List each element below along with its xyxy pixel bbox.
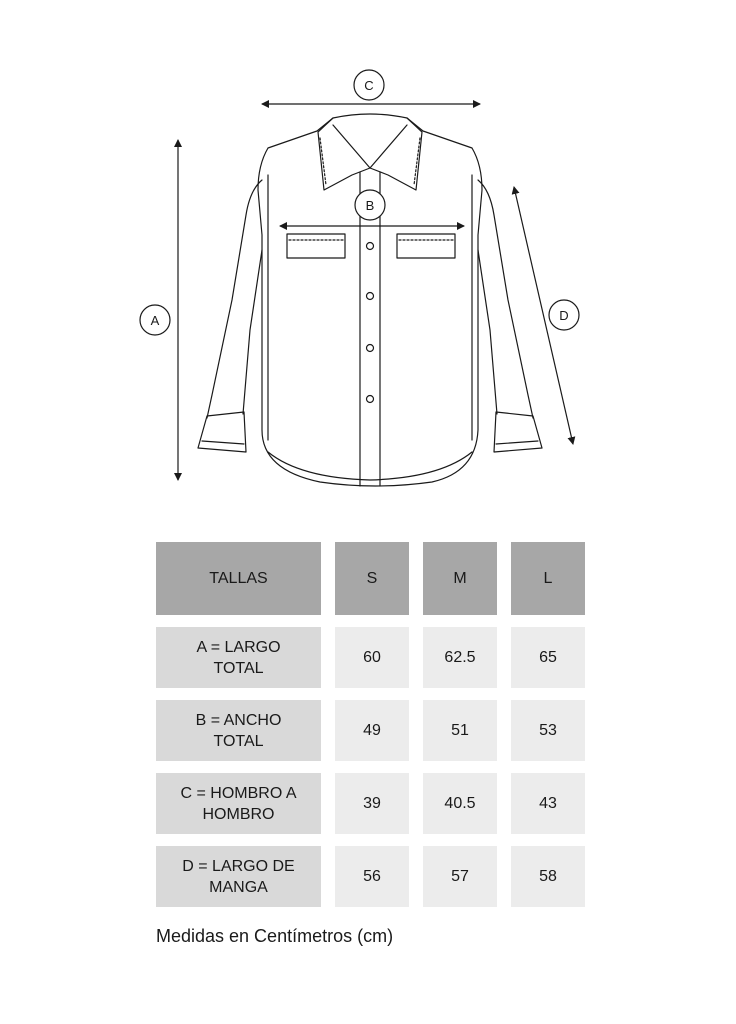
- left-sleeve-outline: [207, 180, 262, 418]
- row-label-a: A = LARGO TOTAL: [156, 627, 321, 688]
- left-cuff: [198, 412, 246, 452]
- row-a-value-s: 60: [335, 627, 409, 688]
- header-tallas: TALLAS: [156, 542, 321, 615]
- row-d-value-m: 57: [423, 846, 497, 907]
- left-pocket: [287, 234, 345, 258]
- right-cuff: [494, 412, 542, 452]
- row-label-d: D = LARGO DE MANGA: [156, 846, 321, 907]
- marker-d: [549, 300, 579, 330]
- row-b-value-m: 51: [423, 700, 497, 761]
- shirt-body-outline: [258, 118, 482, 486]
- header-size-l: L: [511, 542, 585, 615]
- row-c-value-l: 43: [511, 773, 585, 834]
- row-d-value-l: 58: [511, 846, 585, 907]
- left-sleeve-inner: [243, 250, 262, 414]
- button: [367, 396, 374, 403]
- marker-d-label: D: [559, 308, 569, 323]
- marker-a-label: A: [150, 313, 160, 328]
- right-sleeve-inner: [478, 250, 497, 414]
- right-pocket: [397, 234, 455, 258]
- units-footnote: Medidas en Centímetros (cm): [156, 926, 394, 946]
- row-b-value-l: 53: [511, 700, 585, 761]
- row-label-b: B = ANCHO TOTAL: [156, 700, 321, 761]
- marker-a: [140, 305, 170, 335]
- marker-c: [354, 70, 384, 100]
- marker-b: [355, 190, 385, 220]
- row-a-value-l: 65: [511, 627, 585, 688]
- measurement-arrows: [178, 104, 573, 480]
- button: [367, 345, 374, 352]
- row-a-value-m: 62.5: [423, 627, 497, 688]
- right-sleeve-outline: [478, 180, 533, 418]
- marker-b-label: B: [365, 198, 375, 213]
- button: [367, 243, 374, 250]
- shirt-drawing: [198, 114, 542, 486]
- row-label-c: C = HOMBRO A HOMBRO: [156, 773, 321, 834]
- row-d-value-s: 56: [335, 846, 409, 907]
- header-size-s: S: [335, 542, 409, 615]
- marker-c-label: C: [364, 78, 374, 93]
- row-c-value-m: 40.5: [423, 773, 497, 834]
- header-size-m: M: [423, 542, 497, 615]
- row-b-value-s: 49: [335, 700, 409, 761]
- button: [367, 293, 374, 300]
- row-c-value-s: 39: [335, 773, 409, 834]
